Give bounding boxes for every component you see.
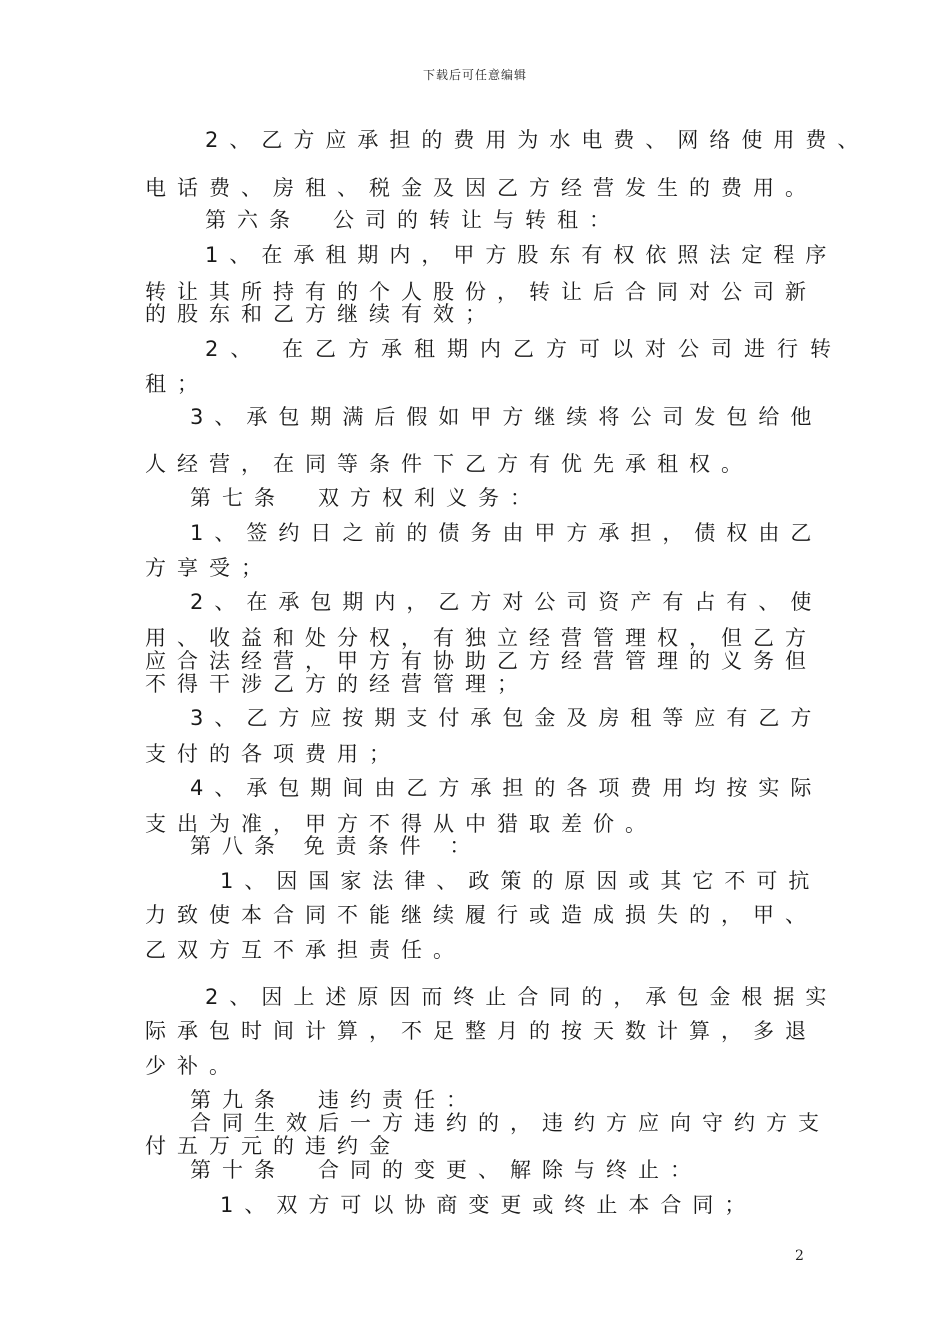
line-art7-item4-cont: 支出为准，甲方不得从中猎取差价。 xyxy=(145,812,657,836)
line-art6-item1-cont2: 的股东和乙方继续有效； xyxy=(145,302,497,326)
line-art10-item1: 1、双方可以协商变更或终止本合同； xyxy=(220,1193,757,1217)
page-header: 下载后可任意编辑 xyxy=(422,68,527,82)
line-fee-responsibility: 2、乙方应承担的费用为水电费、网络使用费、 xyxy=(205,128,870,152)
line-art7-item2-cont2: 应合法经营，甲方有协助乙方经营管理的义务但 xyxy=(145,649,817,673)
line-fee-responsibility-cont: 电话费、房租、税金及因乙方经营发生的费用。 xyxy=(145,176,817,200)
line-art6-item2: 2、 在乙方承租期内乙方可以对公司进行转 xyxy=(205,337,844,361)
line-art8-item2: 2、因上述原因而终止合同的，承包金根据实 xyxy=(205,985,838,1009)
line-art6-item3: 3、承包期满后假如甲方继续将公司发包给他 xyxy=(190,405,823,429)
line-art6-item2-cont: 租； xyxy=(145,372,209,396)
line-art9-text-cont: 付五万元的违约金 xyxy=(145,1134,401,1158)
line-art6-item1-cont1: 转让其所持有的个人股份，转让后合同对公司新 xyxy=(145,280,817,304)
page-number: 2 xyxy=(795,1248,804,1264)
line-art7-item1: 1、签约日之前的债务由甲方承担，债权由乙 xyxy=(190,521,823,545)
line-art6-item1: 1、在承租期内，甲方股东有权依照法定程序 xyxy=(205,243,838,267)
line-art9-text: 合同生效后一方违约的，违约方应向守约方支 xyxy=(190,1111,830,1135)
line-art7-item3-cont: 支付的各项费用； xyxy=(145,742,401,766)
line-art7-item3: 3、乙方应按期支付承包金及房租等应有乙方 xyxy=(190,706,823,730)
line-art8-item1: 1、因国家法律、政策的原因或其它不可抗 xyxy=(220,869,821,893)
line-art8-item1-cont1: 力致使本合同不能继续履行或造成损失的，甲、 xyxy=(145,903,817,927)
line-art8-item2-cont1: 际承包时间计算，不足整月的按天数计算，多退 xyxy=(145,1019,817,1043)
heading-article-9: 第九条 违约责任： xyxy=(190,1088,478,1112)
heading-article-6: 第六条 公司的转让与转租： xyxy=(205,208,621,232)
heading-article-10: 第十条 合同的变更、解除与终止： xyxy=(190,1158,702,1182)
line-art8-item2-cont2: 少补。 xyxy=(145,1054,241,1078)
line-art7-item2-cont3: 不得干涉乙方的经营管理； xyxy=(145,672,529,696)
line-art7-item1-cont: 方享受； xyxy=(145,556,273,580)
line-art7-item4: 4、承包期间由乙方承担的各项费用均按实际 xyxy=(190,776,823,800)
heading-article-7: 第七条 双方权利义务： xyxy=(190,486,542,510)
heading-article-8: 第八条 免责条件 ： xyxy=(190,834,482,858)
line-art7-item2-cont1: 用、收益和处分权，有独立经营管理权，但乙方 xyxy=(145,626,817,650)
line-art8-item1-cont2: 乙双方互不承担责任。 xyxy=(145,938,465,962)
line-art7-item2: 2、在承包期内，乙方对公司资产有占有、使 xyxy=(190,590,823,614)
line-art6-item3-cont: 人经营，在同等条件下乙方有优先承租权。 xyxy=(145,452,753,476)
